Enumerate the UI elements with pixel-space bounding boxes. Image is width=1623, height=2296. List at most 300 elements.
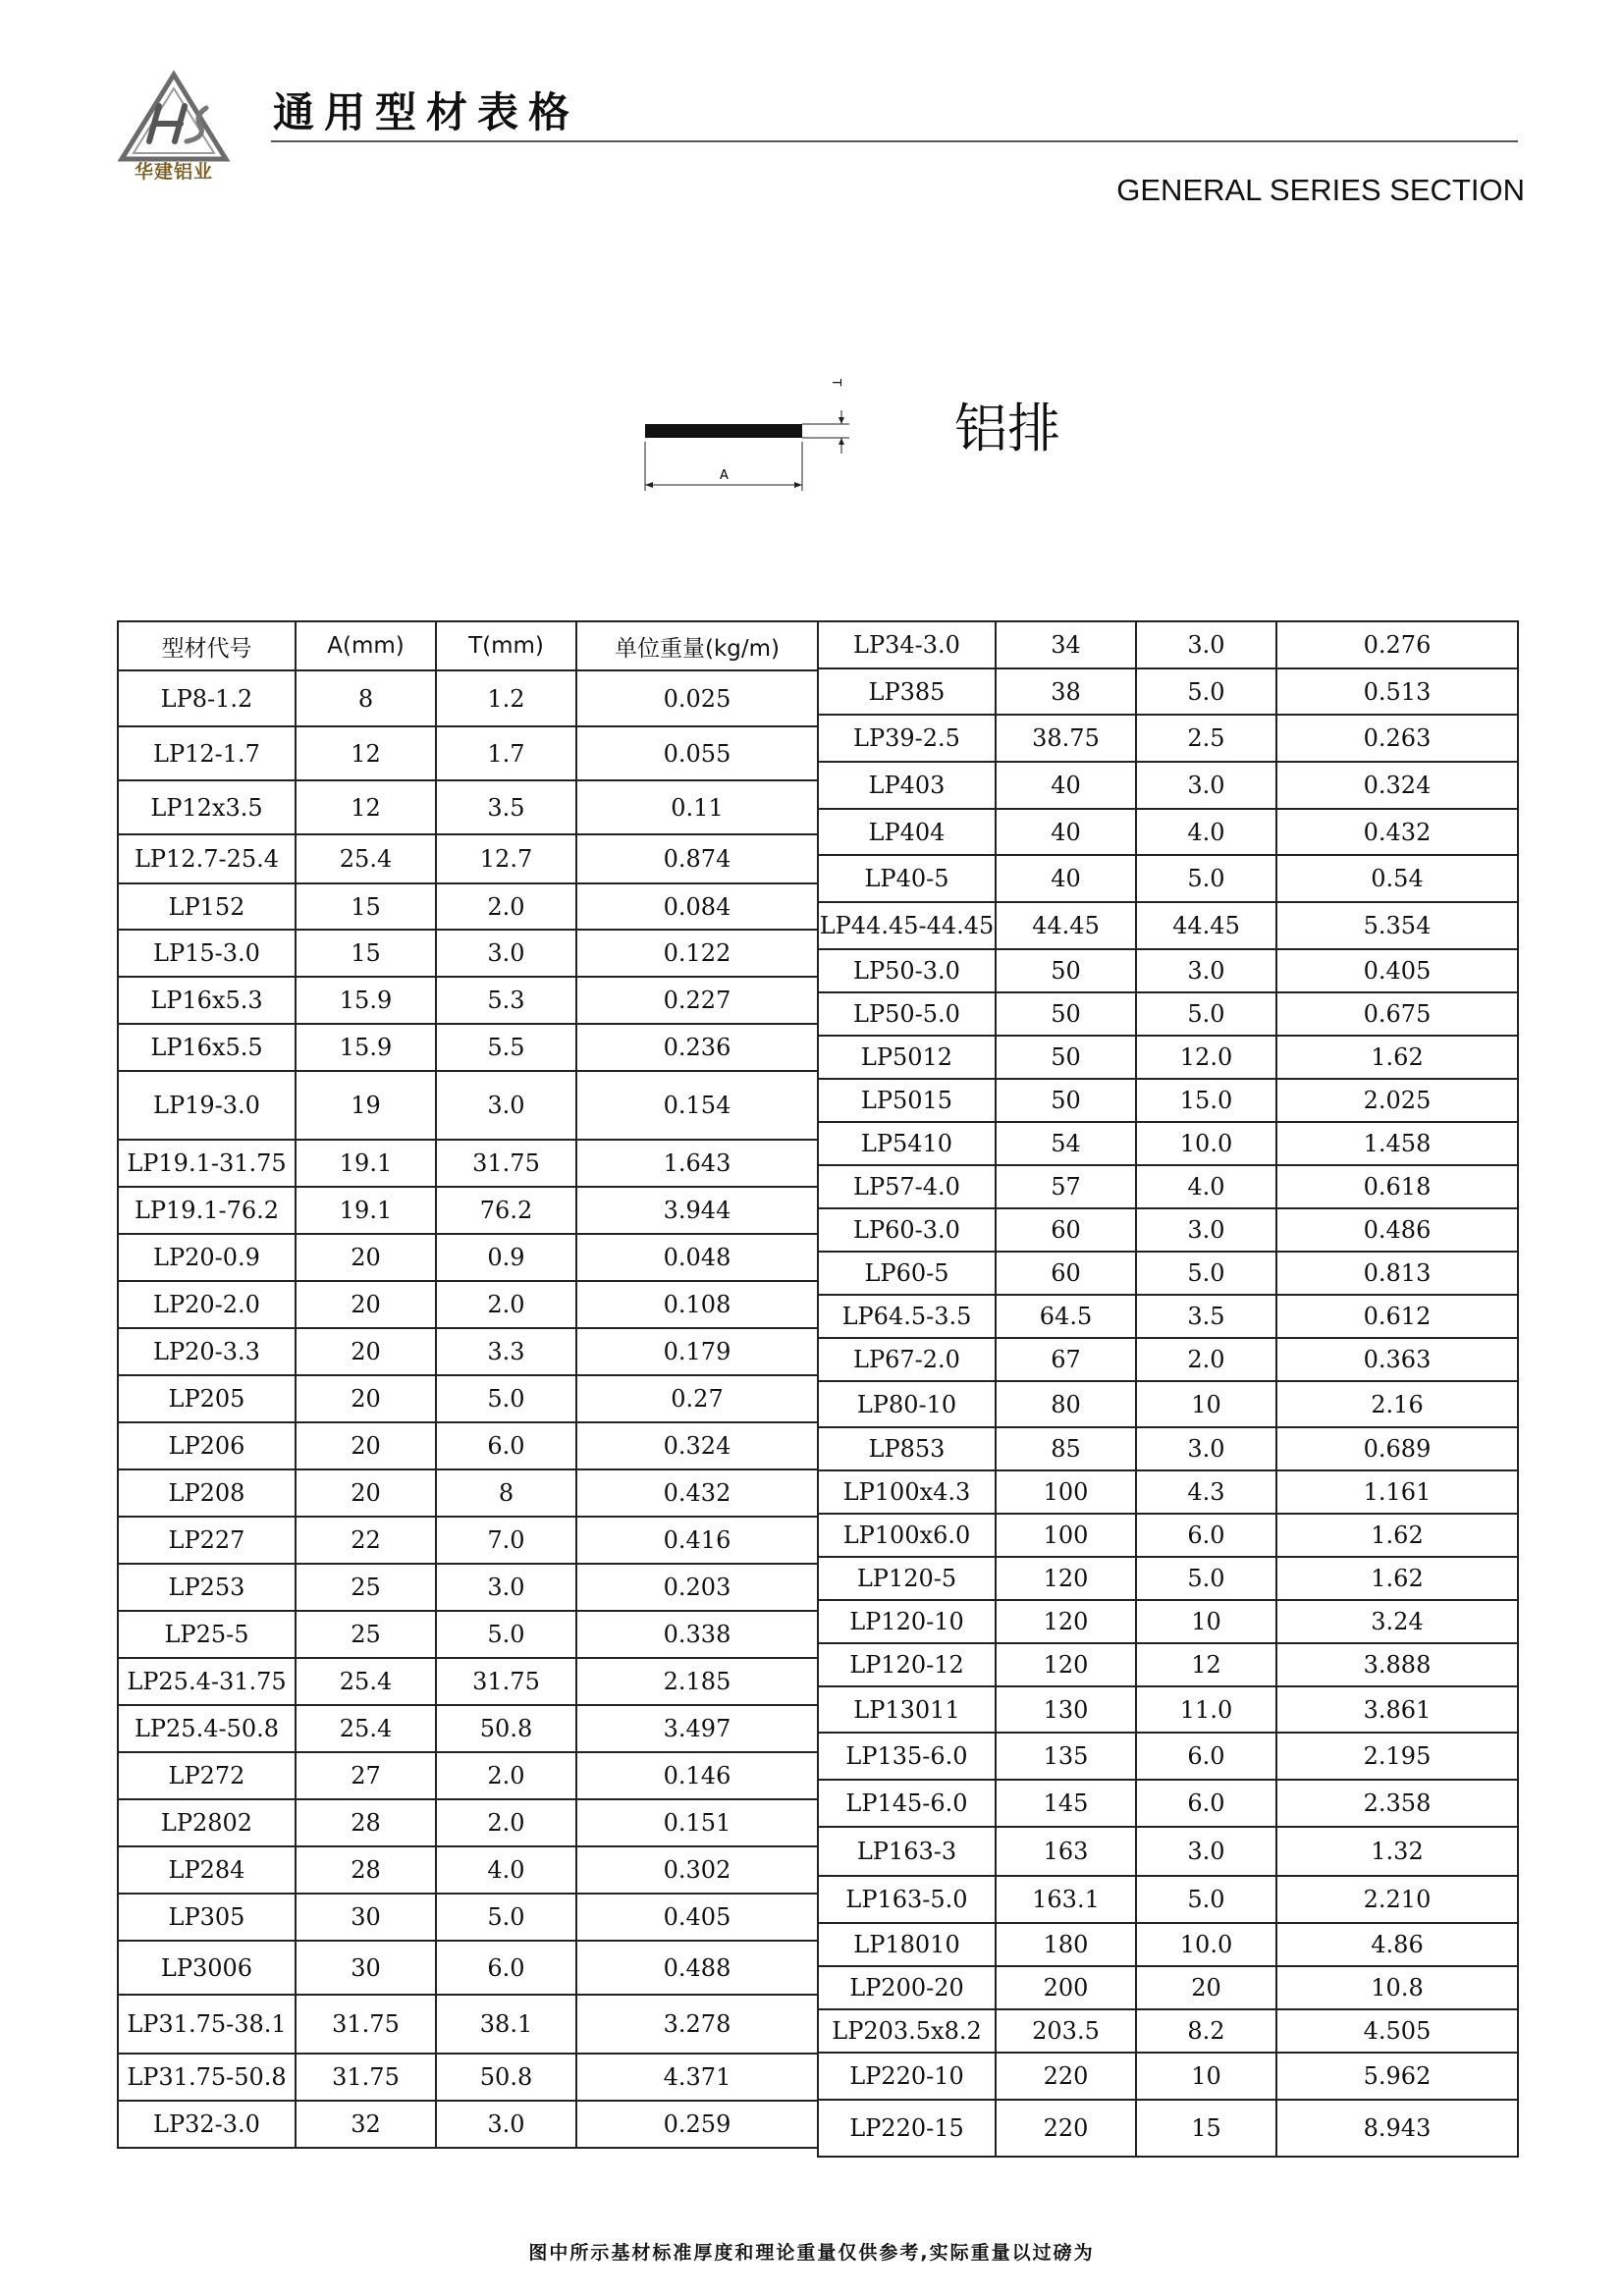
- column-header: T(mm): [436, 621, 576, 670]
- table-row: [118, 726, 818, 780]
- table-cell: 15.9: [296, 977, 436, 1024]
- table-cell: 0.154: [576, 1071, 818, 1140]
- table-row: [818, 1338, 1518, 1381]
- table-cell: LP385: [818, 668, 996, 715]
- table-cell: 8: [296, 670, 436, 726]
- table-cell: 220: [996, 2100, 1136, 2157]
- table-cell: 200: [996, 1966, 1136, 2009]
- table-cell: 1.2: [436, 670, 576, 726]
- page-subtitle: GENERAL SERIES SECTION: [1116, 173, 1525, 207]
- table-cell: LP120-5: [818, 1557, 996, 1600]
- table-cell: 15.0: [1136, 1079, 1276, 1122]
- table-cell: 10: [1136, 2053, 1276, 2100]
- table-cell: 10: [1136, 1600, 1276, 1643]
- table-row: [118, 977, 818, 1024]
- table-cell: 85: [996, 1427, 1136, 1470]
- table-row: [818, 668, 1518, 715]
- table-cell: 31.75: [296, 2054, 436, 2101]
- table-header-row: [118, 621, 818, 670]
- table-cell: 50: [996, 949, 1136, 992]
- table-cell: 0.612: [1276, 1295, 1518, 1338]
- table-cell: LP305: [118, 1894, 296, 1941]
- table-cell: 5.0: [436, 1375, 576, 1422]
- table-cell: 4.0: [1136, 1165, 1276, 1208]
- table-row: [818, 1381, 1518, 1427]
- table-cell: 20: [296, 1422, 436, 1469]
- table-cell: 25: [296, 1564, 436, 1611]
- table-row: [818, 855, 1518, 902]
- table-cell: LP16x5.5: [118, 1024, 296, 1071]
- table-cell: 0.122: [576, 930, 818, 977]
- table-cell: 12: [296, 726, 436, 780]
- table-cell: 3.5: [1136, 1295, 1276, 1338]
- table-cell: 8: [436, 1469, 576, 1517]
- table-cell: 6.0: [1136, 1780, 1276, 1827]
- table-cell: 2.185: [576, 1658, 818, 1705]
- table-cell: 2.210: [1276, 1876, 1518, 1923]
- table-cell: LP208: [118, 1469, 296, 1517]
- table-cell: LP12.7-25.4: [118, 834, 296, 883]
- table-cell: 5.0: [1136, 992, 1276, 1036]
- table-cell: 34: [996, 621, 1136, 668]
- table-cell: LP163-5.0: [818, 1876, 996, 1923]
- table-cell: 0.084: [576, 883, 818, 930]
- table-cell: 60: [996, 1208, 1136, 1252]
- table-cell: LP152: [118, 883, 296, 930]
- table-cell: 1.62: [1276, 1557, 1518, 1600]
- table-cell: 0.513: [1276, 668, 1518, 715]
- table-cell: 0.203: [576, 1564, 818, 1611]
- table-cell: 4.505: [1276, 2009, 1518, 2053]
- table-cell: 12: [296, 780, 436, 834]
- table-row: [118, 780, 818, 834]
- table-cell: 0.54: [1276, 855, 1518, 902]
- table-cell: 0.236: [576, 1024, 818, 1071]
- table-cell: LP25.4-50.8: [118, 1705, 296, 1752]
- table-cell: 0.227: [576, 977, 818, 1024]
- table-row: [818, 762, 1518, 809]
- table-cell: 0.025: [576, 670, 818, 726]
- table-cell: LP19.1-76.2: [118, 1187, 296, 1234]
- table-cell: 19.1: [296, 1140, 436, 1187]
- table-row: [118, 1611, 818, 1658]
- table-cell: LP12-1.7: [118, 726, 296, 780]
- table-cell: 10.0: [1136, 1122, 1276, 1165]
- table-cell: 5.0: [436, 1611, 576, 1658]
- table-row: [118, 1658, 818, 1705]
- table-cell: 30: [296, 1941, 436, 1995]
- table-cell: 0.259: [576, 2101, 818, 2148]
- table-cell: LP5015: [818, 1079, 996, 1122]
- table-cell: 3.0: [1136, 762, 1276, 809]
- table-cell: 135: [996, 1733, 1136, 1780]
- table-row: [118, 1995, 818, 2054]
- table-cell: 0.263: [1276, 715, 1518, 762]
- table-cell: 44.45: [1136, 902, 1276, 949]
- table-row: [118, 1024, 818, 1071]
- table-cell: 44.45: [996, 902, 1136, 949]
- table-cell: 3.5: [436, 780, 576, 834]
- table-cell: 4.0: [1136, 809, 1276, 855]
- table-cell: 2.5: [1136, 715, 1276, 762]
- table-row: [818, 1733, 1518, 1780]
- table-cell: 1.32: [1276, 1827, 1518, 1876]
- table-cell: 3.888: [1276, 1643, 1518, 1686]
- table-cell: 12: [1136, 1643, 1276, 1686]
- table-cell: LP200-20: [818, 1966, 996, 2009]
- table-cell: 0.146: [576, 1752, 818, 1799]
- table-cell: 20: [296, 1328, 436, 1375]
- table-cell: 38: [996, 668, 1136, 715]
- table-cell: 5.962: [1276, 2053, 1518, 2100]
- table-cell: 0.405: [576, 1894, 818, 1941]
- table-cell: LP220-10: [818, 2053, 996, 2100]
- table-cell: 32: [296, 2101, 436, 2148]
- table-cell: 31.75: [296, 1995, 436, 2054]
- table-cell: 0.488: [576, 1941, 818, 1995]
- footer-note: 图中所示基材标准厚度和理论重量仅供参考,实际重量以过磅为: [528, 2242, 1095, 2264]
- table-cell: 30: [296, 1894, 436, 1941]
- table-cell: LP253: [118, 1564, 296, 1611]
- table-cell: 40: [996, 762, 1136, 809]
- table-cell: 2.358: [1276, 1780, 1518, 1827]
- header-divider: [271, 140, 1518, 142]
- table-cell: 0.9: [436, 1234, 576, 1281]
- table-cell: 54: [996, 1122, 1136, 1165]
- table-cell: 67: [996, 1338, 1136, 1381]
- table-cell: 80: [996, 1381, 1136, 1427]
- table-cell: 0.324: [576, 1422, 818, 1469]
- table-cell: 60: [996, 1252, 1136, 1295]
- table-cell: 19.1: [296, 1187, 436, 1234]
- table-cell: LP19.1-31.75: [118, 1140, 296, 1187]
- table-cell: 15: [1136, 2100, 1276, 2157]
- table-cell: LP203.5x8.2: [818, 2009, 996, 2053]
- table-row: [118, 1799, 818, 1846]
- table-cell: 25.4: [296, 834, 436, 883]
- table-row: [818, 1514, 1518, 1557]
- table-cell: 3.497: [576, 1705, 818, 1752]
- table-row: [118, 1894, 818, 1941]
- table-cell: 6.0: [1136, 1514, 1276, 1557]
- table-cell: LP205: [118, 1375, 296, 1422]
- table-cell: 2.0: [436, 1752, 576, 1799]
- table-cell: 50: [996, 1036, 1136, 1079]
- table-cell: 1.62: [1276, 1036, 1518, 1079]
- table-cell: LP18010: [818, 1923, 996, 1966]
- table-cell: 6.0: [1136, 1733, 1276, 1780]
- table-cell: 12.7: [436, 834, 576, 883]
- table-cell: 64.5: [996, 1295, 1136, 1338]
- table-row: [118, 1140, 818, 1187]
- table-cell: 0.338: [576, 1611, 818, 1658]
- table-row: [818, 902, 1518, 949]
- table-cell: 6.0: [436, 1941, 576, 1995]
- table-row: [818, 809, 1518, 855]
- table-row: [818, 1208, 1518, 1252]
- table-cell: LP206: [118, 1422, 296, 1469]
- table-cell: 130: [996, 1686, 1136, 1733]
- table-cell: LP34-3.0: [818, 621, 996, 668]
- table-cell: 203.5: [996, 2009, 1136, 2053]
- table-row: [118, 1846, 818, 1894]
- table-cell: 2.0: [1136, 1338, 1276, 1381]
- table-cell: 3.0: [1136, 621, 1276, 668]
- table-cell: 0.324: [1276, 762, 1518, 809]
- table-row: [118, 1469, 818, 1517]
- table-cell: 40: [996, 809, 1136, 855]
- table-cell: 0.675: [1276, 992, 1518, 1036]
- table-cell: 0.276: [1276, 621, 1518, 668]
- table-cell: LP50-3.0: [818, 949, 996, 992]
- table-row: [818, 1036, 1518, 1079]
- table-cell: 0.432: [1276, 809, 1518, 855]
- table-cell: LP19-3.0: [118, 1071, 296, 1140]
- table-cell: 12.0: [1136, 1036, 1276, 1079]
- table-cell: 2.16: [1276, 1381, 1518, 1427]
- table-cell: 0.151: [576, 1799, 818, 1846]
- table-row: [118, 1705, 818, 1752]
- table-cell: LP15-3.0: [118, 930, 296, 977]
- table-cell: 20: [1136, 1966, 1276, 2009]
- table-row: [118, 1187, 818, 1234]
- table-cell: LP67-2.0: [818, 1338, 996, 1381]
- table-cell: 120: [996, 1643, 1136, 1686]
- table-cell: 4.0: [436, 1846, 576, 1894]
- table-cell: 0.302: [576, 1846, 818, 1894]
- table-row: [118, 883, 818, 930]
- profile-table-left: [117, 620, 819, 2149]
- column-header: 单位重量(kg/m): [576, 621, 818, 670]
- table-cell: 31.75: [436, 1140, 576, 1187]
- table-cell: 0.618: [1276, 1165, 1518, 1208]
- table-cell: LP403: [818, 762, 996, 809]
- table-cell: LP12x3.5: [118, 780, 296, 834]
- table-cell: 10.8: [1276, 1966, 1518, 2009]
- table-row: [118, 1564, 818, 1611]
- table-row: [118, 1752, 818, 1799]
- table-cell: 5.0: [1136, 855, 1276, 902]
- table-cell: 120: [996, 1557, 1136, 1600]
- table-row: [118, 1422, 818, 1469]
- flat-bar-diagram: [633, 363, 869, 496]
- table-cell: 50: [996, 992, 1136, 1036]
- table-row: [118, 1517, 818, 1564]
- table-cell: 2.0: [436, 1799, 576, 1846]
- table-cell: 10.0: [1136, 1923, 1276, 1966]
- table-cell: 4.86: [1276, 1923, 1518, 1966]
- table-row: [818, 1165, 1518, 1208]
- table-cell: 0.179: [576, 1328, 818, 1375]
- table-cell: LP31.75-50.8: [118, 2054, 296, 2101]
- table-cell: 28: [296, 1799, 436, 1846]
- table-cell: 0.416: [576, 1517, 818, 1564]
- table-cell: LP120-12: [818, 1643, 996, 1686]
- logo-text: 华建铝业: [134, 161, 213, 183]
- table-row: [118, 1328, 818, 1375]
- table-cell: 3.0: [436, 1564, 576, 1611]
- profile-table-right: [817, 620, 1519, 2158]
- table-cell: LP40-5: [818, 855, 996, 902]
- table-cell: 2.025: [1276, 1079, 1518, 1122]
- dimension-label-a: A: [720, 468, 729, 483]
- table-cell: LP39-2.5: [818, 715, 996, 762]
- table-cell: LP100x6.0: [818, 1514, 996, 1557]
- table-cell: 180: [996, 1923, 1136, 1966]
- table-cell: 5.0: [1136, 1557, 1276, 1600]
- table-cell: 3.0: [436, 1071, 576, 1140]
- table-cell: 25.4: [296, 1658, 436, 1705]
- table-cell: 3.0: [436, 930, 576, 977]
- column-header: 型材代号: [118, 621, 296, 670]
- table-row: [818, 1876, 1518, 1923]
- table-row: [818, 1780, 1518, 1827]
- table-row: [818, 1470, 1518, 1514]
- table-cell: 76.2: [436, 1187, 576, 1234]
- table-cell: LP60-5: [818, 1252, 996, 1295]
- table-cell: 100: [996, 1514, 1136, 1557]
- table-row: [118, 1071, 818, 1140]
- section-title: 铝排: [954, 398, 1060, 459]
- table-cell: 8.2: [1136, 2009, 1276, 2053]
- table-row: [118, 2101, 818, 2148]
- flat-bar-profile: [645, 424, 802, 438]
- table-row: [118, 1281, 818, 1328]
- table-cell: 0.11: [576, 780, 818, 834]
- table-cell: 3.0: [436, 2101, 576, 2148]
- table-cell: 3.0: [1136, 1827, 1276, 1876]
- table-cell: 19: [296, 1071, 436, 1140]
- table-cell: 2.195: [1276, 1733, 1518, 1780]
- table-cell: 50.8: [436, 2054, 576, 2101]
- table-row: [818, 992, 1518, 1036]
- table-cell: 11.0: [1136, 1686, 1276, 1733]
- table-row: [818, 1600, 1518, 1643]
- table-cell: 15.9: [296, 1024, 436, 1071]
- table-cell: LP100x4.3: [818, 1470, 996, 1514]
- table-cell: 3.0: [1136, 1427, 1276, 1470]
- table-cell: 5.0: [436, 1894, 576, 1941]
- table-row: [818, 2009, 1518, 2053]
- table-cell: 20: [296, 1375, 436, 1422]
- table-cell: 2.0: [436, 883, 576, 930]
- table-cell: LP5012: [818, 1036, 996, 1079]
- table-cell: 3.0: [1136, 1208, 1276, 1252]
- table-cell: LP50-5.0: [818, 992, 996, 1036]
- table-cell: 1.161: [1276, 1470, 1518, 1514]
- table-cell: 5.5: [436, 1024, 576, 1071]
- table-cell: LP120-10: [818, 1600, 996, 1643]
- table-cell: 20: [296, 1234, 436, 1281]
- table-cell: LP853: [818, 1427, 996, 1470]
- table-cell: 15: [296, 883, 436, 930]
- table-cell: 0.874: [576, 834, 818, 883]
- table-cell: 3.278: [576, 1995, 818, 2054]
- table-cell: LP20-3.3: [118, 1328, 296, 1375]
- table-row: [818, 1079, 1518, 1122]
- table-row: [118, 1941, 818, 1995]
- table-cell: LP20-2.0: [118, 1281, 296, 1328]
- table-cell: LP44.45-44.45: [818, 902, 996, 949]
- table-cell: 38.75: [996, 715, 1136, 762]
- table-cell: 0.048: [576, 1234, 818, 1281]
- table-cell: 38.1: [436, 1995, 576, 2054]
- dimension-label-t: T: [830, 379, 843, 387]
- table-row: [118, 930, 818, 977]
- table-row: [818, 2100, 1518, 2157]
- table-cell: 40: [996, 855, 1136, 902]
- table-cell: 3.861: [1276, 1686, 1518, 1733]
- table-row: [818, 715, 1518, 762]
- table-cell: LP64.5-3.5: [818, 1295, 996, 1338]
- table-row: [818, 621, 1518, 668]
- table-cell: LP80-10: [818, 1381, 996, 1427]
- table-cell: LP25-5: [118, 1611, 296, 1658]
- table-cell: LP13011: [818, 1686, 996, 1733]
- table-cell: 0.055: [576, 726, 818, 780]
- table-cell: 1.62: [1276, 1514, 1518, 1557]
- table-cell: LP145-6.0: [818, 1780, 996, 1827]
- table-row: [818, 1643, 1518, 1686]
- page-title: 通用型材表格: [273, 88, 580, 136]
- table-row: [818, 1295, 1518, 1338]
- table-row: [818, 1966, 1518, 2009]
- table-cell: 8.943: [1276, 2100, 1518, 2157]
- table-cell: 27: [296, 1752, 436, 1799]
- table-row: [118, 834, 818, 883]
- table-cell: 15: [296, 930, 436, 977]
- table-cell: 10: [1136, 1381, 1276, 1427]
- table-cell: 100: [996, 1470, 1136, 1514]
- table-cell: 0.27: [576, 1375, 818, 1422]
- table-cell: LP31.75-38.1: [118, 1995, 296, 2054]
- table-row: [818, 1557, 1518, 1600]
- table-cell: LP8-1.2: [118, 670, 296, 726]
- table-cell: 50: [996, 1079, 1136, 1122]
- table-cell: 3.0: [1136, 949, 1276, 992]
- table-cell: 3.3: [436, 1328, 576, 1375]
- table-cell: 163: [996, 1827, 1136, 1876]
- table-row: [118, 1375, 818, 1422]
- table-cell: 22: [296, 1517, 436, 1564]
- table-cell: 25.4: [296, 1705, 436, 1752]
- table-cell: LP220-15: [818, 2100, 996, 2157]
- table-cell: 3.944: [576, 1187, 818, 1234]
- table-cell: 0.486: [1276, 1208, 1518, 1252]
- table-row: [118, 1234, 818, 1281]
- table-cell: 20: [296, 1469, 436, 1517]
- table-cell: 220: [996, 2053, 1136, 2100]
- table-cell: 5.3: [436, 977, 576, 1024]
- table-cell: 0.689: [1276, 1427, 1518, 1470]
- table-cell: 4.3: [1136, 1470, 1276, 1514]
- table-cell: 20: [296, 1281, 436, 1328]
- table-cell: LP16x5.3: [118, 977, 296, 1024]
- table-cell: 4.371: [576, 2054, 818, 2101]
- table-cell: 120: [996, 1600, 1136, 1643]
- table-cell: 0.108: [576, 1281, 818, 1328]
- table-cell: 145: [996, 1780, 1136, 1827]
- table-cell: 0.363: [1276, 1338, 1518, 1381]
- table-cell: LP227: [118, 1517, 296, 1564]
- table-row: [818, 1122, 1518, 1165]
- table-row: [818, 1923, 1518, 1966]
- table-cell: LP5410: [818, 1122, 996, 1165]
- table-cell: LP284: [118, 1846, 296, 1894]
- table-cell: 0.432: [576, 1469, 818, 1517]
- table-cell: LP404: [818, 809, 996, 855]
- table-cell: 5.0: [1136, 1252, 1276, 1295]
